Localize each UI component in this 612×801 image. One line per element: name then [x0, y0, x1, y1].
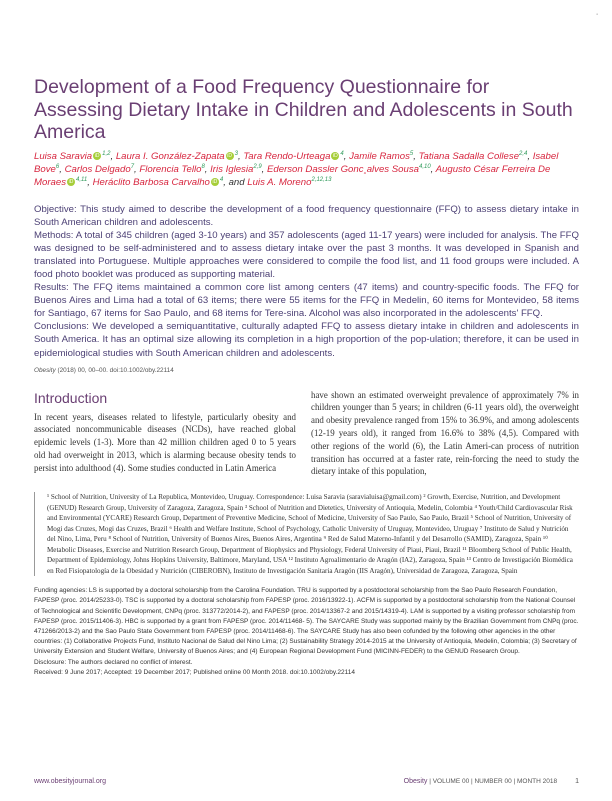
author-affiliation-sup: 8 — [201, 163, 205, 170]
separator: , — [134, 163, 140, 175]
separator: , — [430, 163, 436, 175]
author-name[interactable]: Luis A. Moreno — [247, 176, 312, 188]
received-dates: Received: 9 June 2017; Accepted: 19 December 2017; Published online 00 Month 2018. doi:10.1002/oby.22114 — [34, 668, 356, 676]
author-affiliation-sup: 4 — [340, 150, 344, 157]
author-affiliation-sup: 4 — [219, 176, 224, 183]
introduction-section — [34, 389, 579, 479]
orcid-icon[interactable]: iD — [94, 152, 100, 159]
issue-details: | VOLUME 00 | NUMBER 00 | MONTH 2018 — [427, 778, 558, 785]
abstract-conclusions: Conclusions: We developed a semiquantitative, culturally adapted FFQ to assess dietary intake in children and adolescents in South America. It has an optimal size allowing its completion in a high proportion of the pop-ulation; therefore, it can be used in epidemiological studies with South American children and adolescents. — [34, 321, 579, 359]
separator: , — [237, 150, 244, 162]
introduction-heading: Introduction — [34, 389, 108, 406]
disclosure-text: Disclosure: The authors declared no conflict of interest. — [34, 658, 193, 666]
author-affiliation-sup: 2,12,13 — [311, 176, 332, 183]
author-name[interactable]: Iris Iglesia — [210, 163, 254, 175]
author-affiliation-sup: 4,11 — [76, 176, 88, 183]
author-name[interactable]: Carlos Delgado — [64, 163, 131, 175]
separator: , — [527, 150, 533, 162]
separator: , — [110, 150, 116, 162]
author-affiliation-sup: 2,4 — [519, 150, 528, 157]
author-name[interactable]: Luisa Saravia — [34, 150, 93, 162]
abstract-methods: Methods: A total of 345 children (aged 3-10 years) and 357 adolescents (aged 11-17 years) were included for analysis. The FFQ was designed to be self-administered and to assess dietary intake over the past 3 months. It was developed in Spanish and translated into Portuguese. Multiple approaches were considered to compile the food list, and 11 food groups were included. A food photo booklet was produced as supporting material. — [34, 229, 579, 280]
citation-doi: (2018) 00, 00–00. doi:10.1002/oby.22114 — [57, 366, 174, 374]
author-affiliation-sup: 1,2 — [102, 150, 111, 157]
author-affiliation-sup: 5 — [409, 150, 414, 157]
author-affiliation-sup: 7 — [130, 163, 135, 170]
introduction-left-column: In recent years, diseases related to lifestyle, particularly obesity and associated noncommunicable diseases (NCDs), have reached global epidemic levels (1-3). More than 42 million children aged 0 to 5 years old had overweight in 2013, which is alarming because obesity tends to persist into adulthood (4). Some studies conducted in Latin America — [34, 411, 296, 473]
orcid-icon[interactable]: iD — [212, 178, 218, 185]
corner-mark: ▪ — [596, 12, 599, 18]
author-affiliation-sup: 2,9 — [253, 163, 262, 170]
orcid-icon[interactable]: iD — [333, 152, 338, 159]
abstract-objective: Objective: This study aimed to describe the development of a food frequency questionnaire (FFQ) to assess dietary intake in South American children and adolescents. — [34, 203, 579, 228]
orcid-icon[interactable]: iD — [227, 152, 232, 159]
article-title: Development of a Food Frequency Questionnaire for Assessing Dietary Intake in Children and Adolescents in South America — [34, 76, 573, 143]
journal-name: Obesity — [403, 778, 428, 785]
author-affiliation-sup: 6 — [55, 163, 60, 170]
abstract — [34, 203, 579, 360]
funding-text: Funding agencies: LS is supported by a doctoral scholarship from the Carolina Foundation. TRU is supported by a postdoctoral scholarship from the Sao Paulo Research Foundation, FAPESP (proc. 2014/25233-0). TSC is supported by a doctoral scholarship from FAPESP (proc. 2016/13922-1). ACFM is supported by a postdoctoral scholarship from the National Counsel of Technological and Scientific Development, CNPq (proc. 313772/2014-2), and FAPESP (proc. 2014/13367-2 and 2015/14319-4). LAM is supported by a visiting professor scholarship from FAPESP (proc. 2015/11406-3). HBC is supported by a grant from FAPESP (proc. 2014/11468- 5). The SAYCARE Study was supported mainly by the Brazilian Government from CNPq (proc. 471266/2013-2) and the Sao Paulo State Government from FAPESP (proc. 2014/11468-6). The SAYCARE Study has also been cofunded by the following other agencies in the other countries: (1) Collaborative Projects Fund, Instituto Nacional de Salud del Nino Lima; (2) Sustainability Strategy 2014-2015 at the University of Antioquia, Medelin, Colombia; (3) Secretary of University Extension and Student Welfare, University of Buenos Aires; and (4) European Regional Development Fund (MICINN-FEDER) to the GENUD Research Group. — [34, 587, 579, 656]
journal-issue-info — [404, 777, 557, 787]
separator: , — [223, 176, 226, 188]
separator: , — [261, 163, 267, 175]
authors-and: and — [225, 176, 248, 188]
separator: , — [59, 163, 65, 175]
journal-website-link[interactable]: www.obesityjournal.org — [34, 778, 106, 785]
author-name[interactable]: Isabel Bove — [34, 150, 559, 175]
citation-journal: Obesity — [34, 366, 56, 374]
introduction-left — [34, 389, 296, 479]
author-affiliation-sup: 3 — [234, 150, 238, 157]
author-list — [34, 150, 579, 189]
orcid-icon[interactable]: iD — [68, 178, 74, 185]
abstract-results: Results: The FFQ items maintained a common core list among centers (47 items) and country-specific foods. The FFQ for Buenos Aires and Lima had a total of 63 items; there were 55 items for the FFQ in Medelin, 60 items for Montevideo, 58 items for Santiago, 67 items for Sao Paulo, and 68 items for Tere-sina. Alcohol was also incorporated in the adolescents' FFQ. — [34, 282, 579, 320]
separator: , — [413, 150, 419, 162]
funding-section — [34, 586, 579, 678]
author-name[interactable]: Tara Rendo-Urteaga — [243, 150, 331, 162]
affiliations: ¹ School of Nutrition, University of La Republica, Montevideo, Uruguay. Correspondence: Luisa Saravia (saravialuisa@gmail.com) ² Growth, Exercise, Nutrition, and Development (GENUD) Research Group, University of Zaragoza, Zaragoza, Spain ³ School of Nutrition and Dietetics, University of Antioquia, Medelin, Colombia ⁴ Youth/Child Cardiovascular Risk and Environmental (YCARE) Research Group, Department of Preventive Medicine, School of Medicine, University of Sao Paulo, Sao Paulo, Brazil ⁵ School of Nutrition, University of Mogi das Cruzes, Mogi das Cruzes, Brazil ⁶ Health and Welfare Institute, School of Psychology, Catholic University of Uruguay, Montevideo, Uruguay ⁷ Instituto de Salud y Nutrición del Nino, Lima, Peru ⁸ School of Nutrition, University of Buenos Aires, Buenos Aires, Argentina ⁹ Red de Salud Materno-Infantil y del Desarrollo (SAMID), Zaragoza, Spain ¹⁰ Metabolic Diseases, Exercise and Nutrition Research Group, Department of Biophysics and Physiology, Federal University of Piaui, Piaui, Brazil ¹¹ Bloomberg School of Public Health, Department of Epidemiology, Johns Hopkins University, Baltimore, Maryland, USA ¹² Instituto Agroalimentario de Aragón (IA2), Zaragoza, Spain ¹³ Centro de Investigación Biomédica en Red Fisiopatología de la Obesidad y Nutrición (CIBEROBN), Instituto de Investigación Sanitaria Aragón (IIS Aragón), Universidad de Zaragoza, Zaragoza, Spain — [34, 492, 575, 576]
separator: , — [343, 150, 350, 162]
separator: , — [87, 176, 93, 188]
author-name[interactable]: Heráclito Barbosa Carvalho — [92, 176, 210, 188]
author-name[interactable]: Ederson Dassler Gonc¸alves Sousa — [267, 163, 419, 175]
author-name[interactable]: Jamile Ramos — [349, 150, 410, 162]
separator: , — [204, 163, 211, 175]
author-name[interactable]: Laura I. González-Zapata — [115, 150, 225, 162]
author-name[interactable]: Augusto César Ferreira De Moraes — [34, 163, 551, 188]
author-name[interactable]: Florencia Tello — [139, 163, 202, 175]
page-number: 1 — [575, 778, 579, 785]
citation — [34, 366, 579, 375]
page-footer — [34, 765, 579, 787]
author-name[interactable]: Tatiana Sadalla Collese — [418, 150, 520, 162]
author-affiliation-sup: 4,10 — [418, 163, 431, 170]
introduction-right-column: have shown an estimated overweight prevalence of approximately 7% in children younger than 5 years; in children (6-11 years old), the overweight and obesity prevalence ranged from 15% to 36.9%, and among adolescents (12-19 years old), it ranged from 16.6% to 38% (4,5). Compared with other regions of the world (6), the Latin Ameri-can process of nutrition transition has occurred at a faster rate, rein-forcing the need to study the dietary intake of this population, — [311, 389, 579, 477]
